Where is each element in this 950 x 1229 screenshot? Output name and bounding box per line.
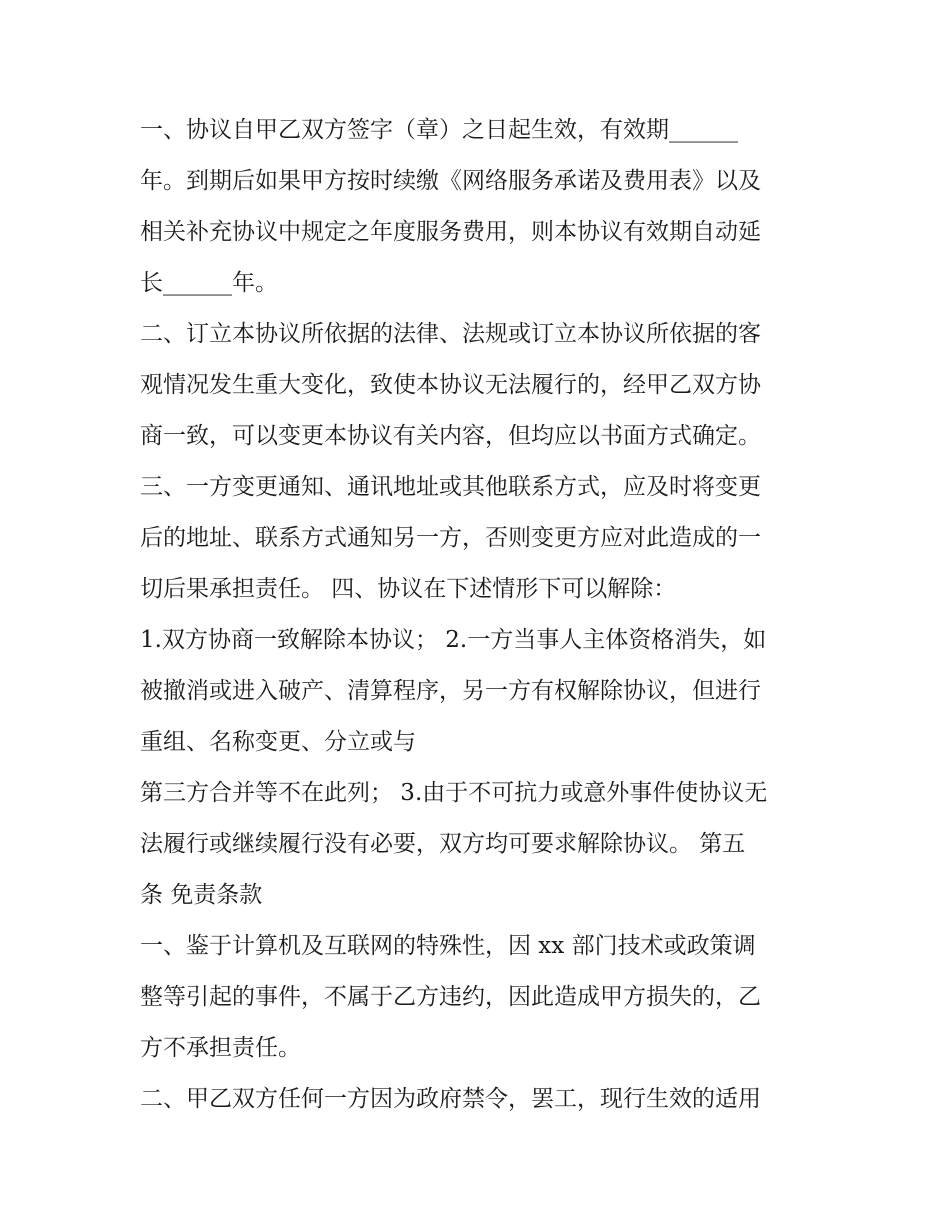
text-line: 第三方合并等不在此列； 3.由于不可抗力或意外事件使协议无 xyxy=(140,780,768,806)
text-line: 切后果承担责任。 四、协议在下述情形下可以解除： xyxy=(140,576,677,602)
text-line: 重组、名称变更、分立或与 xyxy=(140,729,416,755)
text-line: 观情况发生重大变化，致使本协议无法履行的，经甲乙双方协 xyxy=(140,372,761,398)
text-line: 二、甲乙双方任何一方因为政府禁令，罢工，现行生效的适用 xyxy=(140,1086,761,1112)
text-line: 年。到期后如果甲方按时续缴《网络服务承诺及费用表》以及 xyxy=(140,168,761,194)
text-line: 三、一方变更通知、通讯地址或其他联系方式，应及时将变更 xyxy=(140,474,761,500)
text-line: 整等引起的事件，不属于乙方违约，因此造成甲方损失的，乙 xyxy=(140,984,761,1010)
text-line: 1.双方协商一致解除本协议； 2.一方当事人主体资格消失，如 xyxy=(140,627,767,653)
text-line: 条 免责条款 xyxy=(140,882,263,908)
text-line: 后的地址、联系方式通知另一方，否则变更方应对此造成的一 xyxy=(140,525,761,551)
text-line: 被撤消或进入破产、清算程序，另一方有权解除协议，但进行 xyxy=(140,678,761,704)
text-line: 一、协议自甲乙双方签字（章）之日起生效，有效期______ xyxy=(140,117,738,143)
text-line: 相关补充协议中规定之年度服务费用，则本协议有效期自动延 xyxy=(140,219,761,245)
text-line: 长______年。 xyxy=(140,270,278,296)
text-line: 二、订立本协议所依据的法律、法规或订立本协议所依据的客 xyxy=(140,321,761,347)
text-line: 方不承担责任。 xyxy=(140,1035,301,1061)
text-line: 法履行或继续履行没有必要，双方均可要求解除协议。 第五 xyxy=(140,831,746,857)
document-body xyxy=(140,108,830,1128)
text-line: 商一致，可以变更本协议有关内容，但均应以书面方式确定。 xyxy=(140,423,761,449)
text-line: 一、鉴于计算机及互联网的特殊性，因 xx 部门技术或政策调 xyxy=(140,933,756,959)
